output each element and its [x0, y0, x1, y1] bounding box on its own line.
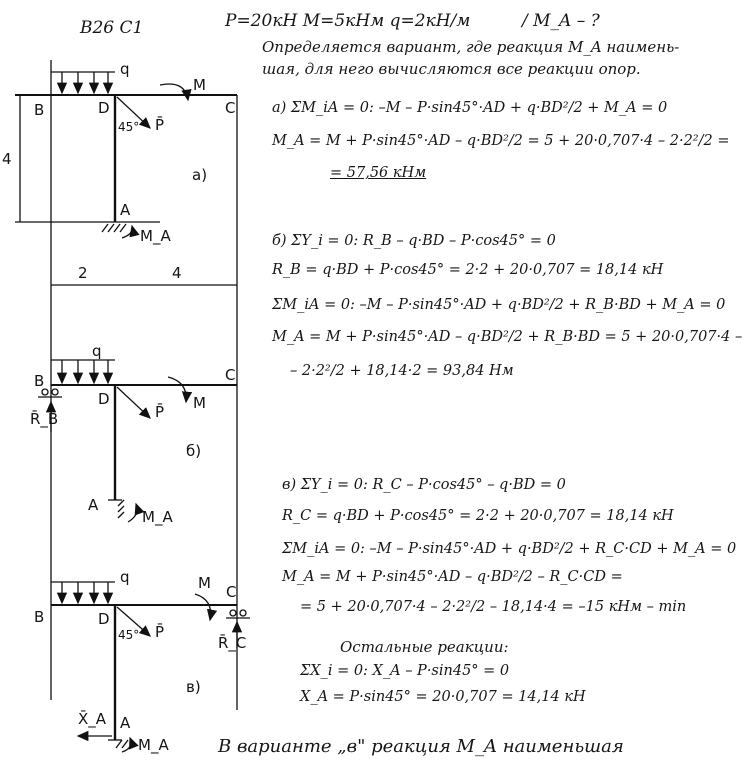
node-d-label: D [98, 99, 110, 117]
node-c-label: C [225, 366, 236, 384]
node-b-label: B [34, 372, 45, 390]
solution-a-result: = 57,56 кНм [330, 165, 427, 181]
moment-ma-label: M_A [138, 736, 169, 754]
angle-label: 45° [118, 120, 140, 134]
force-p-label: P̄ [155, 623, 165, 641]
task-note-line1: Определяется вариант, где реакция M_A наимень- [262, 38, 680, 56]
solution-c-force-equation: в) ΣY_i = 0: R_C – P·cos45° – q·BD = 0 [282, 477, 566, 493]
dim-left-span-label: 2 [78, 264, 88, 282]
node-c-label: C [225, 99, 236, 117]
frame-tag-c: в) [186, 678, 201, 696]
solution-b-moment-equation: ΣM_iA = 0: –M – P·sin45°·AD + q·BD²/2 + R_B·BD + M_A = 0 [272, 297, 726, 313]
node-c-label: C [226, 583, 237, 601]
solution-b-ma-formula: M_A = M + P·sin45°·AD – q·BD²/2 + R_B·BD = 5 + 20·0,707·4 – [272, 329, 742, 345]
support-a-label: A [88, 496, 99, 514]
solution-c-x-equation: ΣX_i = 0: X_A – P·sin45° = 0 [300, 663, 510, 679]
solution-b-rb-formula: R_B = q·BD + P·cos45° = 2·2 + 20·0,707 = 18,14 кН [272, 262, 664, 278]
moment-m-label: M [193, 76, 206, 94]
frame-tag-b: б) [186, 442, 202, 460]
node-d-label: D [98, 390, 110, 408]
node-d-label: D [98, 610, 110, 628]
given-values: P=20кН M=5кНм q=2кН/м [225, 11, 471, 31]
solution-b-result: – 2·2²/2 + 18,14·2 = 93,84 Нм [290, 363, 514, 379]
moment-m-label: M [198, 574, 211, 592]
task-note-line2: шая, для него вычисляются все реакции опор. [262, 60, 641, 78]
reaction-rb-label: R̄_B [30, 410, 59, 428]
solution-c-moment-equation: ΣM_iA = 0: –M – P·sin45°·AD + q·BD²/2 + R_C·CD + M_A = 0 [282, 541, 737, 557]
moment-ma-label: M_A [142, 508, 173, 526]
variant-title: В26 С1 [80, 18, 144, 38]
force-p-label: P̄ [155, 403, 165, 421]
solution-c-ma-formula: M_A = M + P·sin45°·AD – q·BD²/2 – R_C·CD = [282, 569, 623, 585]
conclusion-text: В варианте „в" реакция M_A наименьшая [218, 736, 624, 757]
angle-label: 45° [118, 628, 140, 642]
load-q-label: q [120, 60, 130, 78]
unknown-goal: / M_A – ? [522, 11, 600, 31]
support-a-label: A [120, 201, 131, 219]
solution-c-result: = 5 + 20·0,707·4 – 2·2²/2 – 18,14·4 = –15 кНм – min [300, 599, 687, 615]
dim-right-span-label: 4 [172, 264, 182, 282]
load-q-label: q [120, 568, 130, 586]
moment-m-label: M [193, 394, 206, 412]
solution-c-rc-formula: R_C = q·BD + P·cos45° = 2·2 + 20·0,707 = 18,14 кН [282, 508, 674, 524]
load-q-label: q [92, 342, 102, 360]
dim-height-label: 4 [2, 150, 12, 168]
force-p-label: P̄ [155, 116, 165, 134]
frame-tag-a: а) [192, 166, 208, 184]
solution-c-xa-formula: X_A = P·sin45° = 20·0,707 = 14,14 кН [300, 689, 586, 705]
remaining-reactions-title: Остальные реакции: [340, 638, 509, 656]
node-b-label: B [34, 101, 45, 119]
reaction-rc-label: R̄_C [218, 634, 247, 652]
reaction-xa-label: X̄_A [78, 710, 107, 728]
solution-a-ma-formula: M_A = M + P·sin45°·AD – q·BD²/2 = 5 + 20·0,707·4 – 2·2²/2 = [272, 133, 730, 149]
moment-ma-label: M_A [140, 227, 171, 245]
solution-b-force-equation: б) ΣY_i = 0: R_B – q·BD – P·cos45° = 0 [272, 233, 556, 249]
solution-a-moment-equation: а) ΣM_iA = 0: –M – P·sin45°·AD + q·BD²/2 + M_A = 0 [272, 100, 668, 116]
support-a-label: A [120, 714, 131, 732]
node-b-label: B [34, 608, 45, 626]
